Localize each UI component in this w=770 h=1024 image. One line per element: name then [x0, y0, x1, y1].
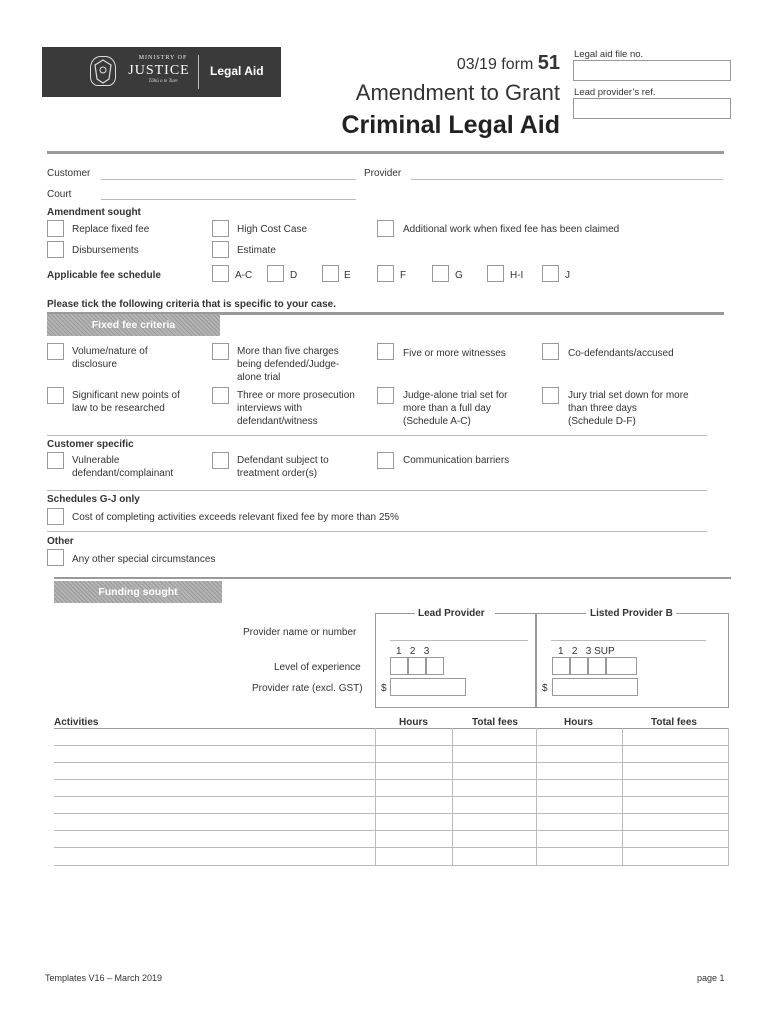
table-row[interactable] — [54, 847, 729, 848]
table-row[interactable] — [54, 865, 729, 866]
listed-level-1[interactable] — [552, 657, 570, 675]
criteria-label-5: Significant new points of law to be researched — [72, 390, 180, 414]
lead-hours-header: Hours — [399, 717, 428, 728]
listed-provider-name-field[interactable] — [551, 640, 706, 641]
lead-provider-name-field[interactable] — [390, 640, 528, 641]
schedule-f-checkbox[interactable] — [377, 265, 394, 282]
form-code: 03/19 form 51 — [456, 52, 560, 74]
provider-field[interactable] — [411, 179, 723, 180]
lead-level-2[interactable] — [408, 657, 426, 675]
provider-name-label: Provider name or number — [243, 627, 357, 638]
file-no-field[interactable] — [573, 60, 731, 81]
estimate-checkbox[interactable] — [212, 241, 229, 258]
customer-label-3: Communication barriers — [403, 455, 510, 466]
table-row[interactable] — [54, 779, 729, 780]
criteria-label-4: Co-defendants/accused — [568, 348, 674, 359]
fee-schedule-label: Applicable fee schedule — [47, 270, 161, 281]
listed-total-header: Total fees — [651, 717, 697, 728]
ministry-logo — [42, 47, 281, 97]
listed-level-3[interactable] — [588, 657, 606, 675]
criteria-checkbox-4[interactable] — [542, 343, 559, 360]
customer-checkbox-2[interactable] — [212, 452, 229, 469]
criteria-checkbox-8[interactable] — [542, 387, 559, 404]
listed-level-sup[interactable] — [606, 657, 637, 675]
customer-label-1: Vulnerable defendant/complainant — [72, 455, 174, 479]
other-heading: Other — [47, 536, 74, 547]
schedules-gj-checkbox[interactable] — [47, 508, 64, 525]
criteria-label-3: Five or more witnesses — [403, 348, 506, 359]
header-divider — [47, 151, 724, 154]
court-label: Court — [47, 189, 72, 200]
customer-label: Customer — [47, 168, 91, 179]
table-row[interactable] — [54, 813, 729, 814]
listed-level-2[interactable] — [570, 657, 588, 675]
schedule-f-label: F — [400, 270, 407, 281]
customer-label-2: Defendant subject to treatment order(s) — [237, 455, 329, 479]
criteria-label-2: More than five charges being defended/Judge- alone trial — [237, 346, 340, 383]
criteria-checkbox-3[interactable] — [377, 343, 394, 360]
criteria-checkbox-2[interactable] — [212, 343, 229, 360]
listed-rate-field[interactable] — [552, 678, 638, 696]
provider-label: Provider — [364, 168, 402, 179]
criteria-label-1: Volume/nature of disclosure — [72, 346, 148, 370]
form-title: Criminal Legal Aid — [341, 111, 560, 139]
funding-divider — [54, 577, 731, 579]
customer-field[interactable] — [101, 179, 356, 180]
table-row[interactable] — [54, 796, 729, 797]
level-label: Level of experience — [274, 662, 361, 673]
provider-ref-label: Lead provider’s ref. — [574, 87, 656, 98]
funding-sought-banner: Funding sought — [54, 581, 222, 603]
schedule-d-checkbox[interactable] — [267, 265, 284, 282]
criteria-checkbox-1[interactable] — [47, 343, 64, 360]
other-label: Any other special circumstances — [72, 554, 216, 565]
additional-work-checkbox[interactable] — [377, 220, 394, 237]
customer-checkbox-1[interactable] — [47, 452, 64, 469]
schedules-gj-label: Cost of completing activities exceeds relevant fixed fee by more than 25% — [72, 512, 399, 523]
listed-currency: $ — [542, 683, 548, 694]
ministry-line2: JUSTICE — [128, 63, 190, 78]
form-number: 51 — [537, 52, 560, 74]
schedule-j-checkbox[interactable] — [542, 265, 559, 282]
schedules-gj-heading: Schedules G-J only — [47, 494, 140, 505]
amendment-heading: Amendment sought — [47, 207, 141, 218]
table-row[interactable] — [54, 745, 729, 746]
lead-total-header: Total fees — [472, 717, 518, 728]
table-row[interactable] — [54, 762, 729, 763]
fixed-fee-criteria-banner: Fixed fee criteria — [47, 314, 220, 336]
customer-checkbox-3[interactable] — [377, 452, 394, 469]
other-checkbox[interactable] — [47, 549, 64, 566]
customer-specific-heading: Customer specific — [47, 439, 134, 450]
lead-rate-field[interactable] — [390, 678, 466, 696]
rate-label: Provider rate (excl. GST) — [252, 683, 363, 694]
footer-template: Templates V16 – March 2019 — [45, 973, 163, 983]
criteria-label-8: Jury trial set down for more than three days (Schedule D-F) — [568, 390, 689, 427]
schedule-e-checkbox[interactable] — [322, 265, 339, 282]
additional-work-label: Additional work when fixed fee has been claimed — [403, 224, 620, 235]
listed-levels-label: 1 2 3 SUP — [558, 646, 615, 657]
criteria-label-7: Judge-alone trial set for more than a full day (Schedule A-C) — [403, 390, 508, 427]
criteria-label-6: Three or more prosecution interviews with defendant/witness — [237, 390, 355, 427]
criteria-checkbox-7[interactable] — [377, 387, 394, 404]
ministry-line1: MINISTRY OF — [138, 55, 188, 61]
logo-title: Legal Aid — [210, 64, 264, 78]
form-subtitle: Amendment to Grant — [355, 80, 560, 105]
schedule-g-label: G — [455, 270, 463, 281]
schedule-e-label: E — [344, 270, 351, 281]
schedule-g-checkbox[interactable] — [432, 265, 449, 282]
high-cost-case-checkbox[interactable] — [212, 220, 229, 237]
criteria-checkbox-6[interactable] — [212, 387, 229, 404]
lead-level-1[interactable] — [390, 657, 408, 675]
estimate-label: Estimate — [237, 245, 276, 256]
activities-table — [54, 728, 729, 866]
high-cost-case-label: High Cost Case — [237, 224, 308, 235]
court-field[interactable] — [101, 199, 356, 200]
schedule-a-c-label: A-C — [235, 270, 253, 281]
lead-provider-heading: Lead Provider — [418, 608, 485, 619]
replace-fixed-fee-checkbox[interactable] — [47, 220, 64, 237]
criteria-checkbox-5[interactable] — [47, 387, 64, 404]
listed-provider-heading: Listed Provider B — [590, 608, 673, 619]
lead-levels-label: 1 2 3 — [396, 646, 430, 657]
crest-icon — [90, 56, 116, 86]
schedule-h-i-checkbox[interactable] — [487, 265, 504, 282]
footer-page: page 1 — [697, 973, 725, 983]
table-row[interactable] — [54, 830, 729, 831]
disbursements-label: Disbursements — [72, 245, 139, 256]
listed-hours-header: Hours — [564, 717, 593, 728]
schedule-a-c-checkbox[interactable] — [212, 265, 229, 282]
disbursements-checkbox[interactable] — [47, 241, 64, 258]
criteria-instruction: Please tick the following criteria that is specific to your case. — [47, 299, 336, 310]
lead-currency: $ — [381, 683, 387, 694]
activities-header: Activities — [54, 717, 99, 728]
schedule-d-label: D — [290, 270, 298, 281]
schedule-h-i-label: H-I — [510, 270, 524, 281]
replace-fixed-fee-label: Replace fixed fee — [72, 224, 150, 235]
file-no-label: Legal aid file no. — [574, 49, 644, 60]
schedule-j-label: J — [565, 270, 570, 281]
ministry-tagline: Tāhū o te Ture — [148, 79, 178, 84]
lead-level-3[interactable] — [426, 657, 444, 675]
provider-ref-field[interactable] — [573, 98, 731, 119]
